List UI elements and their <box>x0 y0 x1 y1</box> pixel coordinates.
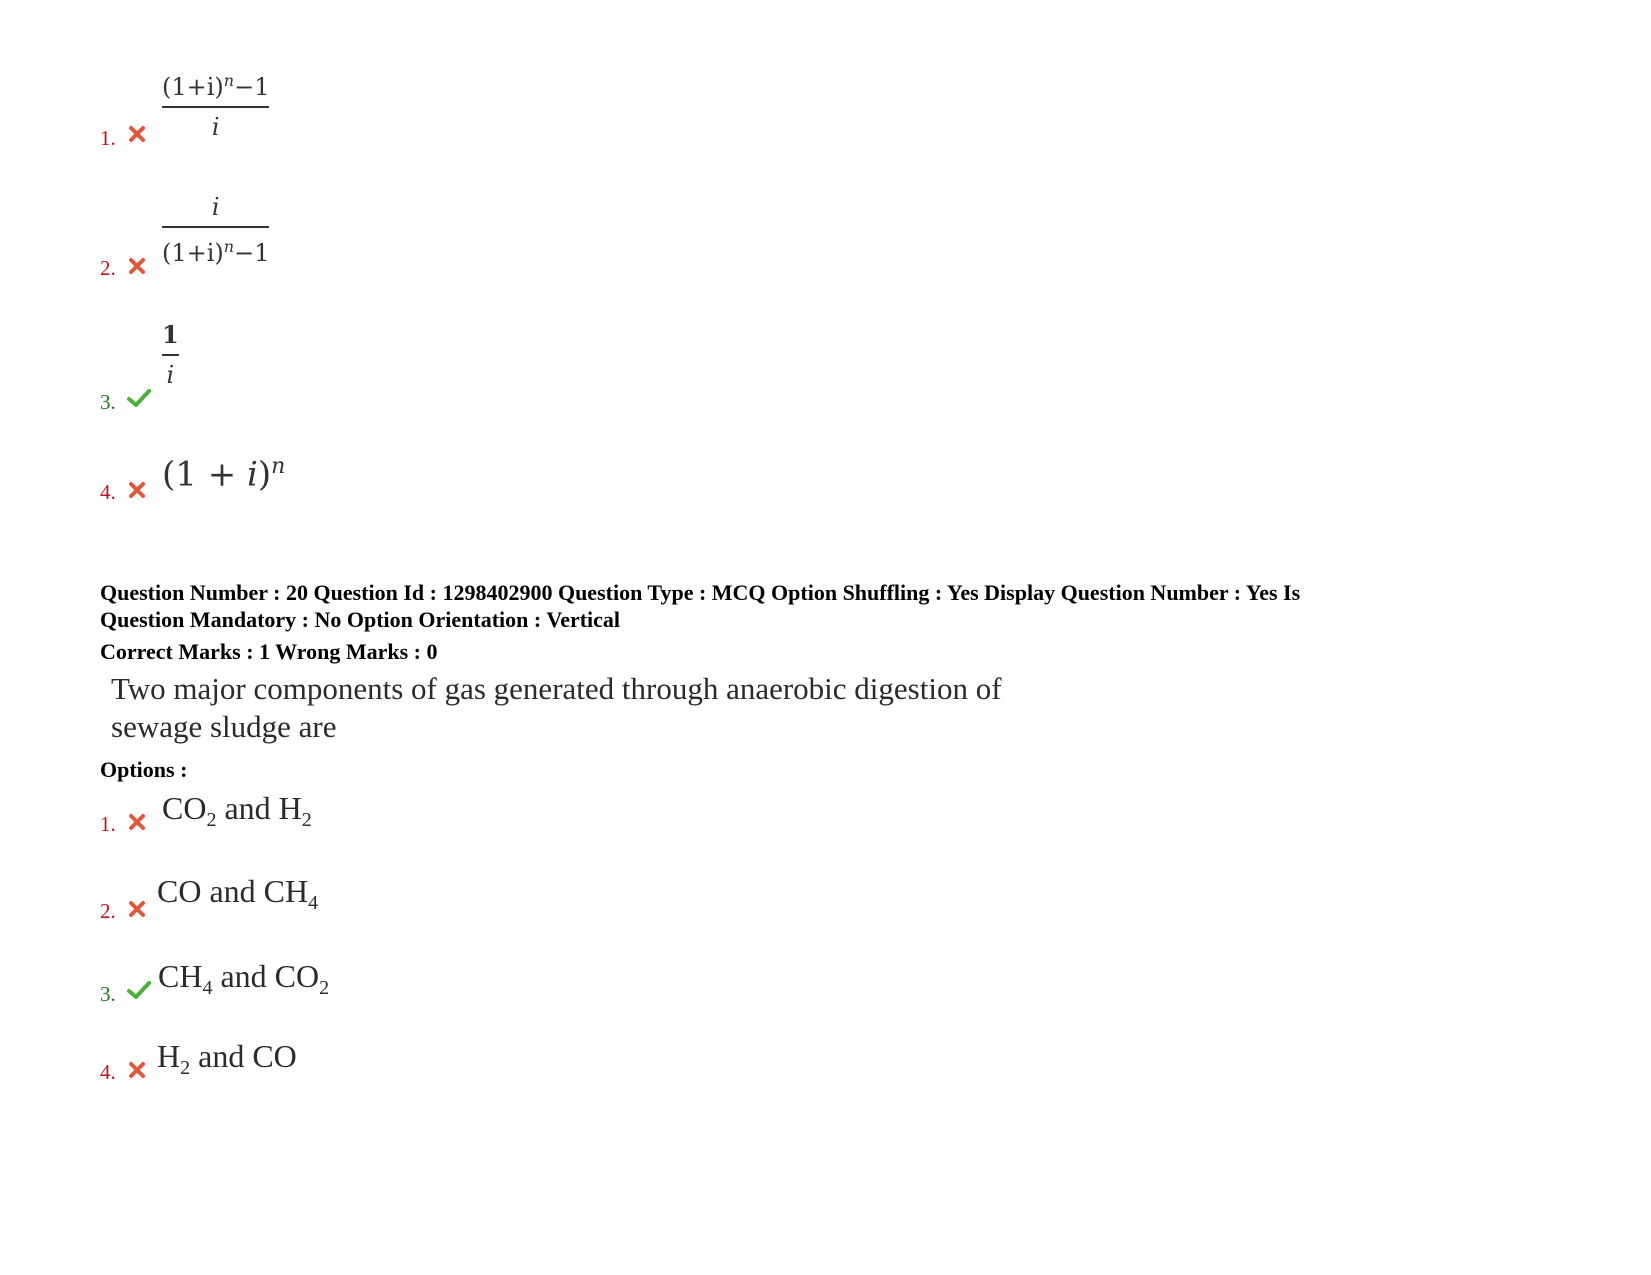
option-number: 1. <box>100 812 116 836</box>
option-number: 2. <box>100 256 116 280</box>
cross-icon <box>127 256 147 276</box>
question-text: Two major components of gas generated through anaerobic digestion of sewage sludge are <box>111 671 1002 744</box>
option-text: $CH_4$ and $CO_2$ <box>158 958 330 999</box>
cross-icon <box>127 124 147 144</box>
option-text: CO and $CH_4$ <box>157 873 319 914</box>
cross-icon <box>127 1060 147 1080</box>
question-meta: Question Number : 20 Question Id : 1298402900 Question Type : MCQ Option Shuffling : Yes Display Question Number : Yes Is Question Mandatory : No Option Orientation : Vertical <box>100 580 1301 632</box>
question-marks: Correct Marks : 1 Wrong Marks : 0 <box>100 639 438 664</box>
expression: $(1 + i)^n$ <box>162 454 286 495</box>
option-number: 3. <box>100 390 116 414</box>
option-text: $H_2$ and CO <box>157 1038 297 1079</box>
cross-icon <box>127 899 147 919</box>
cross-icon <box>127 812 147 832</box>
cross-icon <box>127 480 147 500</box>
option-number: 2. <box>100 899 116 923</box>
option-number: 4. <box>100 480 116 504</box>
option-text: $CO_2$ and $H_2$ <box>162 790 312 831</box>
options-label: Options : <box>100 757 188 782</box>
fraction: $\frac{i}{(1+i)^n-1}$ <box>162 193 270 267</box>
check-icon <box>127 980 151 1000</box>
option-number: 1. <box>100 126 116 150</box>
check-icon <box>127 388 151 408</box>
fraction: $\frac{(1+i)^n-1}{i}$ <box>162 71 270 141</box>
fraction: $\frac{1}{i}$ <box>162 320 179 389</box>
option-number: 3. <box>100 982 116 1006</box>
option-number: 4. <box>100 1060 116 1084</box>
